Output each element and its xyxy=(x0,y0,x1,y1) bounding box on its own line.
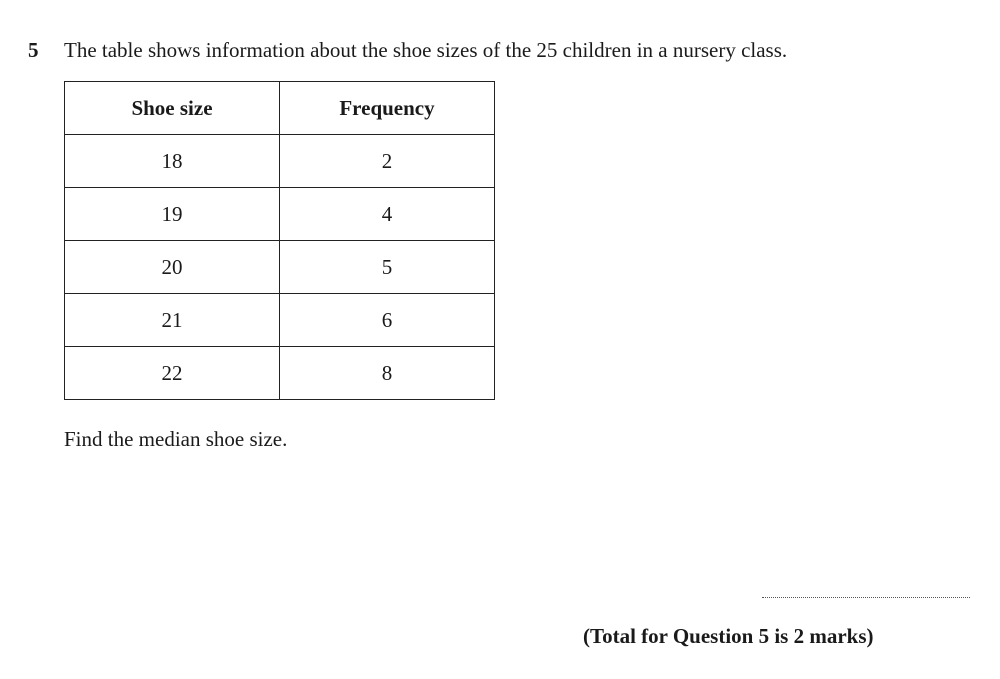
table-row xyxy=(65,188,495,241)
header-frequency: Frequency xyxy=(280,82,495,135)
shoe-size-cell: 21 xyxy=(65,294,280,347)
header-shoe-size: Shoe size xyxy=(65,82,280,135)
question-number: 5 xyxy=(28,38,39,62)
table-row xyxy=(65,294,495,347)
frequency-cell: 6 xyxy=(280,294,495,347)
shoe-size-cell: 20 xyxy=(65,241,280,294)
table-header-row xyxy=(65,82,495,135)
question-text: The table shows information about the shoe sizes of the 25 children in a nursery class. xyxy=(64,38,788,62)
table-row xyxy=(65,241,495,294)
shoe-size-cell: 19 xyxy=(65,188,280,241)
frequency-cell: 5 xyxy=(280,241,495,294)
total-marks: (Total for Question 5 is 2 marks) xyxy=(583,624,874,648)
frequency-cell: 8 xyxy=(280,347,495,400)
frequency-table xyxy=(64,81,495,400)
table-row xyxy=(65,135,495,188)
question-prompt: Find the median shoe size. xyxy=(64,427,288,451)
shoe-size-cell: 22 xyxy=(65,347,280,400)
shoe-size-cell: 18 xyxy=(65,135,280,188)
answer-line[interactable] xyxy=(762,597,970,598)
table-row xyxy=(65,347,495,400)
frequency-cell: 2 xyxy=(280,135,495,188)
frequency-cell: 4 xyxy=(280,188,495,241)
